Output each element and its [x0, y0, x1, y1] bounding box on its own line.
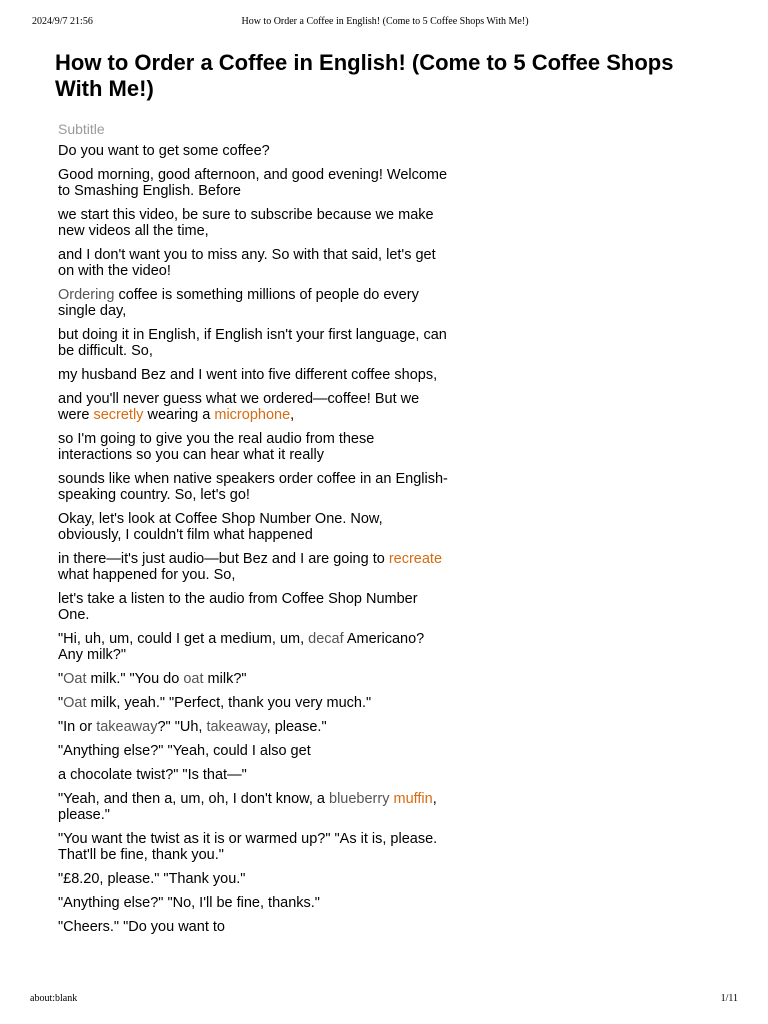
print-page-number: 1/11	[720, 993, 738, 1004]
transcript-line	[58, 743, 450, 759]
print-url: about:blank	[30, 993, 78, 1004]
transcript-line	[58, 767, 450, 783]
print-datetime: 2024/9/7 21:56	[32, 16, 93, 27]
highlighted-word: Oat	[63, 671, 87, 687]
transcript-text: "Anything else?" "Yeah, could I also get	[58, 743, 311, 759]
transcript-line	[58, 671, 450, 687]
transcript-line	[58, 831, 450, 863]
transcript-line	[58, 551, 450, 583]
transcript-line	[58, 471, 450, 503]
transcript-text: we start this video, be sure to subscribe because we make new videos all the time,	[58, 207, 434, 239]
transcript-text: "In or	[58, 719, 97, 735]
transcript-text: "Anything else?" "No, I'll be fine, thanks."	[58, 895, 320, 911]
document-content	[55, 50, 725, 943]
transcript-text: in there—it's just audio—but Bez and I are going to	[58, 551, 389, 567]
transcript-line	[58, 247, 450, 279]
transcript-line	[58, 631, 450, 663]
transcript-line	[58, 895, 450, 911]
transcript-text: Good morning, good afternoon, and good evening! Welcome to Smashing English. Before	[58, 167, 448, 199]
print-footer	[30, 993, 738, 1007]
transcript-text: so I'm going to give you the real audio from these interactions so you can hear what it really	[58, 431, 375, 463]
highlighted-word: muffin	[393, 791, 433, 807]
transcript-line	[58, 591, 450, 623]
transcript-line	[58, 391, 450, 423]
transcript-text: wearing a	[143, 407, 215, 423]
transcript-text: what happened for you. So,	[58, 567, 236, 583]
transcript-text: let's take a listen to the audio from Coffee Shop Number One.	[58, 591, 418, 623]
transcript-text: "	[58, 695, 64, 711]
transcript-line	[58, 919, 450, 935]
transcript-text: "	[58, 671, 64, 687]
print-page-title: How to Order a Coffee in English! (Come to 5 Coffee Shops With Me!)	[241, 16, 529, 27]
subtitle-label: Subtitle	[58, 121, 105, 137]
transcript-line	[58, 511, 450, 543]
transcript-text: "Hi, uh, um, could I get a medium, um,	[58, 631, 309, 647]
transcript-line	[58, 143, 450, 159]
transcript-text: and I don't want you to miss any. So with that said, let's get on with the video!	[58, 247, 436, 279]
transcript-text: sounds like when native speakers order coffee in an English-speaking country. So, let's go!	[58, 471, 448, 503]
transcript-line	[58, 719, 450, 735]
transcript-text: but doing it in English, if English isn't your first language, can be difficult. So,	[58, 327, 447, 359]
transcript	[58, 143, 450, 935]
transcript-text: my husband Bez and I went into five different coffee shops,	[58, 367, 438, 383]
highlighted-word: microphone	[214, 407, 291, 423]
highlighted-word: oat	[183, 671, 204, 687]
transcript-text: "You want the twist as it is or warmed up?" "As it is, please. That'll be fine, thank you."	[58, 831, 438, 863]
transcript-text: , please."	[58, 791, 437, 823]
transcript-text: , please."	[266, 719, 327, 735]
highlighted-word: recreate	[388, 551, 443, 567]
transcript-text: "Yeah, and then a, um, oh, I don't know, a	[58, 791, 329, 807]
highlighted-word: decaf	[308, 631, 344, 647]
transcript-line	[58, 207, 450, 239]
transcript-text: "Cheers." "Do you want to	[58, 919, 225, 935]
transcript-line	[58, 791, 450, 823]
transcript-text: and you'll never guess what we ordered—coffee! But we were	[58, 391, 420, 423]
transcript-text: Okay, let's look at Coffee Shop Number One. Now, obviously, I couldn't film what happened	[58, 511, 383, 543]
transcript-line	[58, 871, 450, 887]
transcript-text: "£8.20, please." "Thank you."	[58, 871, 246, 887]
document-title: How to Order a Coffee in English! (Come to 5 Coffee Shops With Me!)	[55, 50, 674, 101]
highlighted-word: secretly	[93, 407, 144, 423]
highlighted-word: Oat	[63, 695, 87, 711]
highlighted-word: takeaway	[206, 719, 267, 735]
transcript-text: ,	[290, 407, 295, 423]
highlighted-word: takeaway	[96, 719, 158, 735]
transcript-line	[58, 287, 450, 319]
transcript-line	[58, 431, 450, 463]
highlighted-word: Ordering	[58, 287, 115, 303]
transcript-line	[58, 167, 450, 199]
transcript-text: milk." "You do	[86, 671, 184, 687]
transcript-line	[58, 367, 450, 383]
transcript-text: a chocolate twist?" "Is that—"	[58, 767, 247, 783]
transcript-text: coffee is something millions of people do every single day,	[58, 287, 419, 319]
transcript-text: ?" "Uh,	[157, 719, 207, 735]
transcript-line	[58, 695, 450, 711]
transcript-text: Do you want to get some coffee?	[58, 143, 270, 159]
transcript-text: Americano? Any milk?"	[58, 631, 425, 663]
highlighted-word: blueberry	[329, 791, 390, 807]
transcript-line	[58, 327, 450, 359]
transcript-text: milk?"	[203, 671, 247, 687]
transcript-text: milk, yeah." "Perfect, thank you very much."	[86, 695, 372, 711]
print-header	[32, 16, 738, 30]
